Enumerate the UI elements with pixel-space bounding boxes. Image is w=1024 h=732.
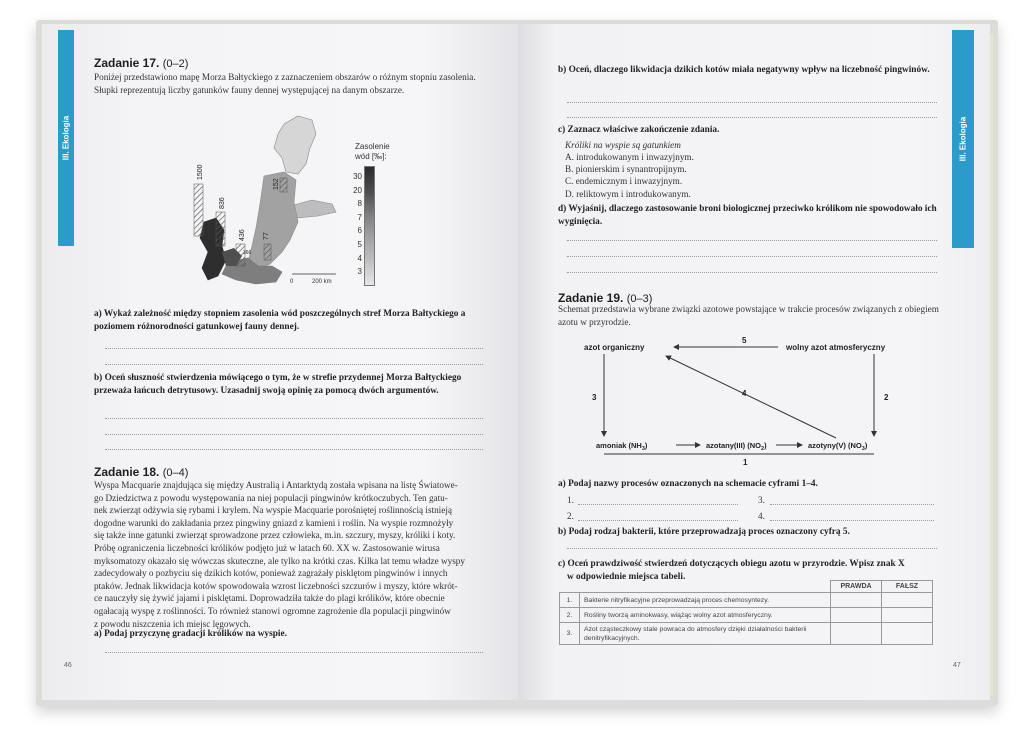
answer-num-2: 2. xyxy=(567,511,574,521)
species-bar xyxy=(280,178,287,192)
answer-line[interactable] xyxy=(105,449,483,450)
header-true: PRAWDA xyxy=(831,581,882,593)
answer-options xyxy=(565,151,694,200)
checkbox-true[interactable] xyxy=(831,623,882,645)
answer-line[interactable] xyxy=(105,364,483,365)
scale-end: 200 km xyxy=(312,279,332,285)
answer-line[interactable] xyxy=(770,504,934,505)
label-2: 2 xyxy=(884,393,889,402)
header-false: FAŁSZ xyxy=(882,581,933,593)
answer-num-3: 3. xyxy=(758,495,765,505)
answer-line[interactable] xyxy=(567,548,937,549)
label-4: 4 xyxy=(742,389,747,398)
task19-question-c: c) Oceń prawdziwość stwierdzeń dotyczących obiegu azotu w przyrodzie. Wpisz znak X w odpowiednie miejsca tabeli. xyxy=(558,559,905,582)
answer-line[interactable] xyxy=(578,504,738,505)
species-bar xyxy=(194,184,203,236)
node-organic-nitrogen: azot organiczny xyxy=(584,343,645,352)
task19-question-b: b) Podaj rodzaj bakterii, które przeprowadzają proces oznaczony cyfrą 5. xyxy=(558,527,850,537)
answer-line[interactable] xyxy=(567,240,937,241)
node-nitrate: azotyny(V) $(NO_3)$ xyxy=(808,441,868,452)
answer-line[interactable] xyxy=(567,272,937,273)
answer-line[interactable] xyxy=(770,520,934,521)
answer-line[interactable] xyxy=(105,652,483,653)
checkbox-false[interactable] xyxy=(882,623,933,645)
checkbox-false[interactable] xyxy=(882,608,933,623)
table-row: 1. Bakterie nitryfikacyjne przeprowadzają proces chemosyntezy. xyxy=(560,593,933,608)
task17-question-b: b) Oceń słuszność stwierdzenia mówiącego o tym, że w strefie przydennej Morza Bałtyckiego przeważa łańcuch detrytusowy. Uzasadnij swoją opinię za pomocą dwóch argumentów. xyxy=(94,373,462,396)
nitrogen-cycle-diagram xyxy=(580,334,910,470)
task18-question-b: b) Oceń, dlaczego likwidacja dzikich kotów miała negatywny wpływ na liczebność pingwinów. xyxy=(558,65,930,75)
option-b[interactable]: B. pionierskim i synantropijnym. xyxy=(565,164,687,175)
answer-line[interactable] xyxy=(578,520,738,521)
option-d[interactable]: D. reliktowym i introdukowanym. xyxy=(565,188,691,199)
task19-title: Zadanie 19. (0–3) xyxy=(558,291,653,305)
answer-num-1: 1. xyxy=(567,495,574,505)
task19-question-a: a) Podaj nazwy procesów oznaczonych na schemacie cyframi 1–4. xyxy=(558,479,818,489)
table-row: 3. Azot cząsteczkowy stale powraca do atmosfery dzięki działalności bakterii denitryfikacyjnych. xyxy=(560,623,933,645)
arrow-4 xyxy=(666,356,836,438)
node-nitrite: azotany(III) $(NO_2)$ xyxy=(706,441,767,452)
answer-num-4: 4. xyxy=(758,511,765,521)
answer-line[interactable] xyxy=(105,418,483,419)
task18-text: Wyspa Macquarie znajdująca się między Australią i Antarktydą została wpisana na listę Światowe- go Dziedzictwa z powodu występowania na niej populacji pingwinów krótkoczubych. Ten gatu- nek zwierząt odżywia się rybami i krylem. Na wyspie Macquarie porośniętej roślinnością istnieją dogodne warunki do zakładania przez pingwiny gniazd z kamieni i roślin. Na wyspie rozmnożyły się także inne gatunki zwierząt sprowadzone przez człowieka, m.in. szczury, myszy, króliki i koty. Próbę ograniczenia liczebności królików podjęto już w latach 60. XX w. Zastosowanie wirusa myksomatozy okazało się wówczas skuteczne, ale tylko na krótki czas. Kilka lat temu władze wyspy zadecydowały o pozbyciu się dzikich kotów, ponieważ zagrażały pisklętom pingwinów i innych ptaków. Jednak likwidacja kotów spowodowała wzrost liczebności szczurów i myszy, które wkrót- ce nauczyły się żywić jajami i pisklętami. Doprowadziła także do plagi królików, które obecnie ogałacają wyspę z roślinności. To również stanowi ogromne zagrożenie dla populacji pingwinów z powodu niszczenia ich miejsc lęgowych. xyxy=(94,480,465,629)
task18-question-c-stem: Króliki na wyspie są gatunkiem xyxy=(565,140,681,150)
answer-line[interactable] xyxy=(105,434,483,435)
answer-line[interactable] xyxy=(567,102,937,103)
legend-title: Zasolenie wód [‰]: xyxy=(355,142,390,161)
task18-question-c: c) Zaznacz właściwe zakończenie zdania. xyxy=(558,125,720,135)
label-5: 5 xyxy=(742,336,747,345)
bar-label: 836 xyxy=(219,197,226,209)
legend-values: 30 20 8 7 6 5 4 3 xyxy=(353,172,362,277)
map-zone-bothnian xyxy=(274,116,316,174)
answer-line[interactable] xyxy=(105,348,483,349)
task17-question-a: a) Wykaż zależność między stopniem zasolenia wód poszczególnych stref Morza Bałtyckiego a poziomem różnorodności gatunkowej fauny dennej. xyxy=(94,309,466,332)
page-number-right: 47 xyxy=(953,662,961,669)
scale-start: 0 xyxy=(290,279,294,285)
species-bar xyxy=(264,244,271,260)
task18-title: Zadanie 18. (0–4) xyxy=(94,465,189,479)
answer-line[interactable] xyxy=(567,256,937,257)
bar-label: 77 xyxy=(263,232,270,240)
task17-intro: Poniżej przedstawiono mapę Morza Bałtyckiego z zaznaczeniem obszarów o różnym stopniu zasolenia. Słupki reprezentują liczby gatunków fauny dennej występującej na danym obszarze. xyxy=(94,72,476,95)
page-number-left: 46 xyxy=(64,662,72,669)
chapter-tab-right: III. Ekologia xyxy=(952,30,974,248)
bar-label: 366 xyxy=(243,250,252,256)
species-bar xyxy=(216,212,225,246)
true-false-table xyxy=(559,580,933,645)
bar-label: 436 xyxy=(239,229,246,241)
task18-question-d: d) Wyjaśnij, dlaczego zastosowanie broni biologicznej przeciwko królikom nie spowodowało ich wyginięcia. xyxy=(558,204,937,227)
label-1: 1 xyxy=(743,458,748,467)
answer-line[interactable] xyxy=(567,117,937,118)
chapter-tab-left: III. Ekologia xyxy=(58,30,74,246)
node-atmospheric-nitrogen: wolny azot atmosferyczny xyxy=(786,343,886,352)
task19-intro: Schemat przedstawia wybrane związki azotowe powstające w trakcie procesów związanych z obiegiem azotu w przyrodzie. xyxy=(558,304,939,327)
checkbox-true[interactable] xyxy=(831,608,882,623)
bar-label: 152 xyxy=(273,178,280,190)
checkbox-true[interactable] xyxy=(831,593,882,608)
node-ammonia: amoniak $(NH_3)$ xyxy=(596,441,648,452)
task17-title: Zadanie 17. (0–2) xyxy=(94,56,189,70)
bar-label: 1500 xyxy=(197,164,204,180)
legend-scale xyxy=(364,166,375,286)
task18-question-a: a) Podaj przyczynę gradacji królików na wyspie. xyxy=(94,629,287,639)
label-3: 3 xyxy=(592,393,597,402)
option-c[interactable]: C. endemicznym i inwazyjnym. xyxy=(565,176,683,187)
table-row: 2. Rośliny tworzą aminokwasy, wiążąc wolny azot atmosferyczny. xyxy=(560,608,933,623)
option-a[interactable]: A. introdukowanym i inwazyjnym. xyxy=(565,152,694,162)
checkbox-false[interactable] xyxy=(882,593,933,608)
